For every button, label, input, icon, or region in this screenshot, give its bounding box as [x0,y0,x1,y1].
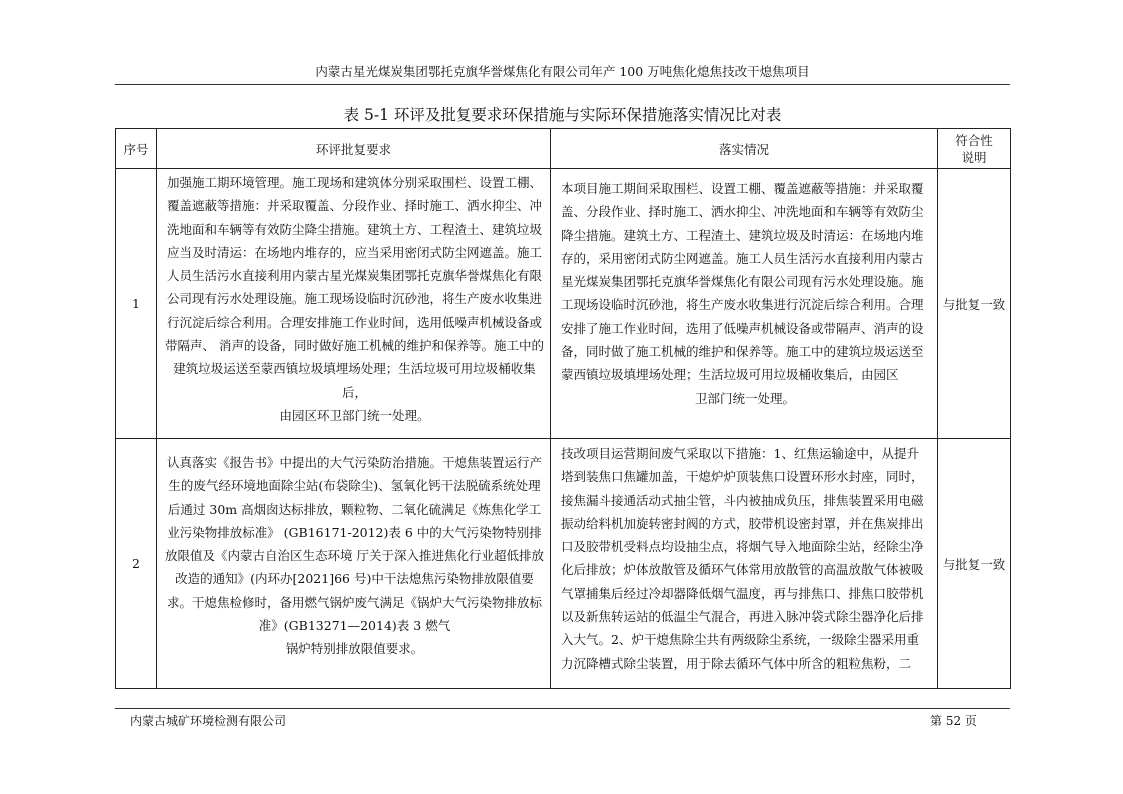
implementation-cell [551,439,938,689]
footer-rule [115,708,1010,709]
requirement-text: 认真落实《报告书》中提出的大气污染防治措施。干熄焦装置运行产生的废气经环境地面除尘站(布袋除尘)、氢氧化钙干法脱硫系统处理后通过 30m 高烟囱达标排放，颗粒物、二氧化硫满足《炼焦化学工业污染物排放标准》 (GB16171-2012)表 6 中的大气污染物特别排放限值及《内蒙古自治区生态环境 厅关于深入推进焦化行业超低排放改造的通知》(内环办[2021]66 号)中干法熄焦污染物排放限值要求。干熄焦检修时，备用燃气锅炉废气满足《锅炉大气污染物排放标准》(GB13271—2014)表 3 燃气 [165,455,544,634]
col-header-compliance-line2: 说明 [961,149,987,165]
implementation-text: 本项目施工期间采取围栏、设置工棚、覆盖遮蔽等措施：并采取覆盖、分段作业、择时施工、洒水抑尘、冲洗地面和车辆等有效防尘降尘措施。建筑土方、工程渣土、建筑垃圾及时清运：在场地内堆存的，采用密闭式防尘网遮盖。施工人员生活污水直接利用内蒙古星光煤炭集团鄂托克旗华誉煤焦化有限公司现有污水处理设施。施工现场设临时沉砂池，将生产废水收集进行沉淀后综合利用。合理安排了施工作业时间，选用了低噪声机械设备或带隔声、消声的设备，同时做了施工机械的维护和保养等。施工中的建筑垃圾运送至蒙西镇垃圾填埋场处理；生活垃圾可用垃圾桶收集后，由园区 [561,181,924,383]
requirement-last-line: 由园区环卫部门统一处理。 [279,407,430,423]
compliance-cell: 与批复一致 [938,439,1011,689]
row-number: 2 [116,439,157,689]
footer-page-number: 第 52 页 [930,714,977,728]
requirement-last-line: 锅炉特别排放限值要求。 [285,641,424,657]
col-header-requirement: 环评批复要求 [157,129,551,169]
table-title: 表 5-1 环评及批复要求环保措施与实际环保措施落实情况比对表 [343,106,782,124]
col-header-compliance [938,129,1011,169]
footer-company: 内蒙古城矿环境检测有限公司 [130,714,287,728]
requirement-cell [157,169,551,439]
table-header-row [116,129,1011,169]
implementation-text: 技改项目运营期间废气采取以下措施：1、红焦运输途中，从提升塔到装焦口焦罐加盖，干熄炉炉顶装焦口设置环形水封座，同时，接焦漏斗接通活动式抽尘管，斗内被抽成负压，排焦装置采用电磁振动给料机加旋转密封阀的方式，胶带机设密封罩，并在焦炭排出口及胶带机受料点均设抽尘点，将烟气导入地面除尘站，经除尘净化后排放；炉体放散管及循环气体常用放散管的高温放散气体被吸气罩捕集后经过冷却器降低烟气温度，再与排焦口、排焦口胶带机以及新焦转运站的低温尘气混合，再进入脉冲袋式除尘器净化后排入大气。2、炉干熄焦除尘共有两级除尘系统，一级除尘器采用重力沉降槽式除尘装置，用于除去循环气体中所含的粗粒焦粉，二 [561,446,924,671]
col-header-no: 序号 [116,129,157,169]
implementation-cell [551,169,938,439]
comparison-table [115,128,1011,689]
requirement-cell [157,439,551,689]
header-rule [115,84,1010,85]
col-header-compliance-line1: 符合性 [955,132,993,148]
table-row [116,439,1011,689]
compliance-cell: 与批复一致 [938,169,1011,439]
table-row [116,169,1011,439]
row-number: 1 [116,169,157,439]
page-header: 内蒙古星光煤炭集团鄂托克旗华誉煤焦化有限公司年产 100 万吨焦化熄焦技改干熄焦项目 [315,64,810,79]
implementation-last-line: 卫部门统一处理。 [694,390,795,406]
requirement-text: 加强施工期环境管理。施工现场和建筑体分别采取围栏、设置工棚、覆盖遮蔽等措施：并采取覆盖、分段作业、择时施工、洒水抑尘、冲洗地面和车辆等有效防尘降尘措施。建筑土方、工程渣土、建筑垃圾应当及时清运：在场地内堆存的，应当采用密闭式防尘网遮盖。施工人员生活污水直接利用内蒙古星光煤炭集团鄂托克旗华誉煤焦化有限公司现有污水处理设施。施工现场设临时沉砂池，将生产废水收集进行沉淀后综合利用。合理安排施工作业时间，选用低噪声机械设备或带隔声、 消声的设备，同时做好施工机械的维护和保养等。施工中的建筑垃圾运送至蒙西镇垃圾填埋场处理；生活垃圾可用垃圾桶收集后， [165,175,544,400]
col-header-implementation: 落实情况 [551,129,938,169]
